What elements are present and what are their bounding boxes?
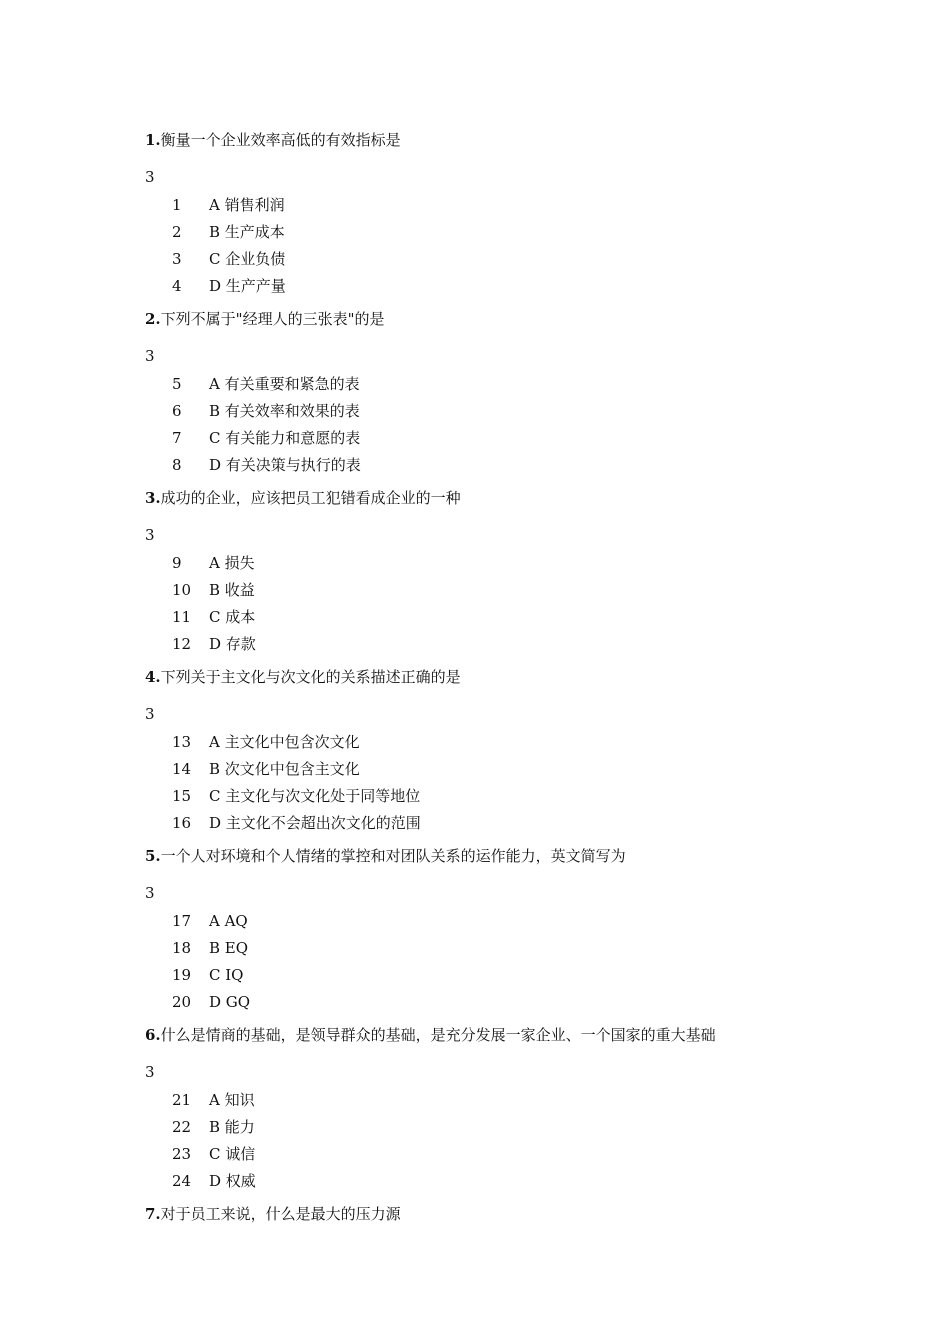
option-index: 19 [172,966,192,984]
option-index: 22 [172,1118,192,1136]
option-index: 21 [172,1091,192,1109]
option-item [145,246,905,273]
option-text: D GQ [209,993,251,1011]
option-index: 2 [172,223,182,241]
option-item [145,577,905,604]
option-item [145,1087,905,1114]
question-score: 3 [145,526,155,544]
option-text: A AQ [209,912,248,930]
option-index: 15 [172,787,192,805]
option-index: 12 [172,635,192,653]
question-text: 对于员工来说，什么是最大的压力源 [160,1205,401,1223]
option-item [145,1168,905,1195]
option-item [145,425,905,452]
option-text: C 企业负债 [209,250,286,268]
option-text: B 次文化中包含主文化 [209,760,360,778]
option-list [145,729,905,837]
option-item [145,729,905,756]
option-text: A 损失 [209,554,255,572]
option-index: 3 [172,250,182,268]
option-item [145,1114,905,1141]
option-item [145,273,905,300]
question-text: 衡量一个企业效率高低的有效指标是 [160,131,401,149]
option-text: D 生产产量 [209,277,286,295]
question-3 [145,488,905,658]
option-text: B 有关效率和效果的表 [209,402,360,420]
option-text: D 权威 [209,1172,256,1190]
question-title [145,130,905,150]
option-index: 24 [172,1172,192,1190]
question-title [145,667,905,687]
question-number: 4. [145,668,161,686]
option-item [145,908,905,935]
option-item [145,1141,905,1168]
option-index: 18 [172,939,192,957]
question-title [145,309,905,329]
question-1 [145,130,905,300]
question-title [145,1204,905,1224]
question-text: 下列不属于"经理人的三张表"的是 [160,310,385,328]
option-item [145,550,905,577]
option-item [145,756,905,783]
option-item [145,398,905,425]
option-text: C 有关能力和意愿的表 [209,429,361,447]
question-text: 成功的企业，应该把员工犯错看成企业的一种 [160,489,461,507]
question-4 [145,667,905,837]
question-title [145,488,905,508]
question-text: 下列关于主文化与次文化的关系描述正确的是 [160,668,461,686]
question-6 [145,1025,905,1195]
option-index: 8 [172,456,182,474]
option-index: 16 [172,814,192,832]
option-list [145,192,905,300]
option-index: 11 [172,608,192,626]
option-index: 7 [172,429,182,447]
question-number: 5. [145,847,161,865]
option-text: A 销售利润 [209,196,285,214]
question-number: 2. [145,310,161,328]
option-text: C 成本 [209,608,256,626]
question-score: 3 [145,1063,155,1081]
option-item [145,810,905,837]
question-score: 3 [145,168,155,186]
option-text: D 存款 [209,635,256,653]
question-5 [145,846,905,1016]
option-item [145,192,905,219]
option-item [145,962,905,989]
question-number: 3. [145,489,161,507]
question-7 [145,1204,905,1224]
option-text: C IQ [209,966,244,984]
option-index: 5 [172,375,182,393]
option-text: A 主文化中包含次文化 [209,733,360,751]
option-index: 4 [172,277,182,295]
option-item [145,219,905,246]
question-title [145,1025,905,1045]
option-index: 23 [172,1145,192,1163]
option-item [145,989,905,1016]
question-number: 1. [145,131,161,149]
question-text: 什么是情商的基础，是领导群众的基础，是充分发展一家企业、一个国家的重大基础 [160,1026,716,1044]
option-text: D 主文化不会超出次文化的范围 [209,814,421,832]
option-index: 17 [172,912,192,930]
question-title [145,846,905,866]
option-text: A 有关重要和紧急的表 [209,375,360,393]
question-number: 6. [145,1026,161,1044]
question-score: 3 [145,705,155,723]
option-item [145,935,905,962]
option-text: B 能力 [209,1118,255,1136]
option-item [145,783,905,810]
option-item [145,371,905,398]
option-text: B EQ [209,939,249,957]
option-text: B 生产成本 [209,223,285,241]
question-score: 3 [145,347,155,365]
question-score: 3 [145,884,155,902]
question-text: 一个人对环境和个人情绪的掌控和对团队关系的运作能力，英文简写为 [160,847,626,865]
question-number: 7. [145,1205,161,1223]
option-list [145,550,905,658]
option-text: A 知识 [209,1091,255,1109]
option-text: C 诚信 [209,1145,256,1163]
option-index: 13 [172,733,192,751]
option-item [145,631,905,658]
option-index: 6 [172,402,182,420]
option-text: D 有关决策与执行的表 [209,456,361,474]
option-index: 10 [172,581,192,599]
option-list [145,371,905,479]
question-2 [145,309,905,479]
option-text: C 主文化与次文化处于同等地位 [209,787,421,805]
option-list [145,908,905,1016]
option-index: 9 [172,554,182,572]
option-index: 14 [172,760,192,778]
option-item [145,604,905,631]
option-list [145,1087,905,1195]
option-index: 20 [172,993,192,1011]
option-item [145,452,905,479]
option-index: 1 [172,196,182,214]
option-text: B 收益 [209,581,255,599]
